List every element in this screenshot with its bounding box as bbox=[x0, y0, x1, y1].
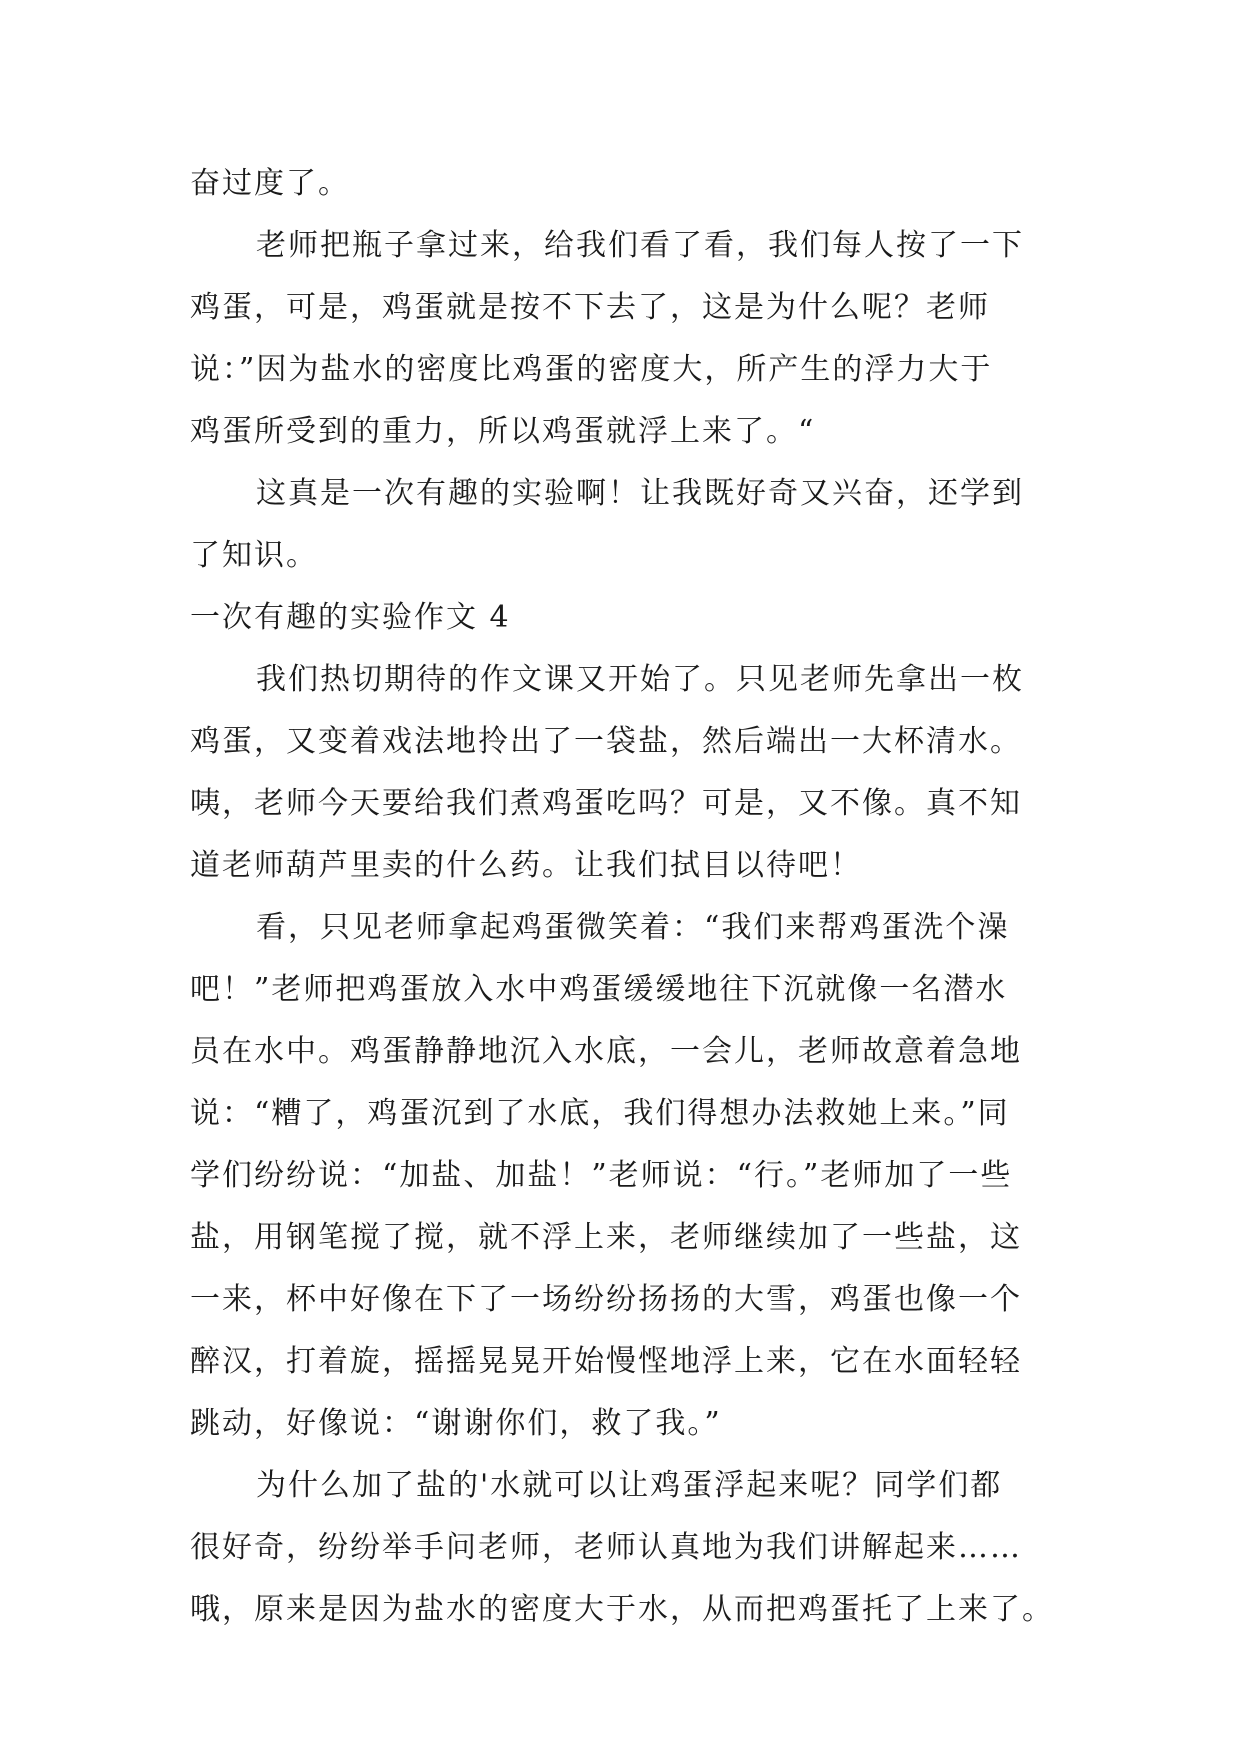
text-line: 盐，用钢笔搅了搅，就不浮上来，老师继续加了一些盐，这 bbox=[190, 1220, 1022, 1255]
text-line: 咦，老师今天要给我们煮鸡蛋吃吗？可是，又不像。真不知 bbox=[190, 786, 1022, 821]
text-line: 很好奇，纷纷举手问老师，老师认真地为我们讲解起来…… bbox=[190, 1530, 1022, 1565]
text-line: 老师把瓶子拿过来，给我们看了看，我们每人按了一下 bbox=[256, 228, 1024, 263]
text-line: 看，只见老师拿起鸡蛋微笑着：“我们来帮鸡蛋洗个澡 bbox=[256, 910, 1010, 945]
text-line: 学们纷纷说：“加盐、加盐！”老师说：“行。”老师加了一些 bbox=[190, 1158, 1013, 1193]
text-line: 吧！”老师把鸡蛋放入水中鸡蛋缓缓地往下沉就像一名潜水 bbox=[190, 972, 1008, 1007]
text-line: 奋过度了。 bbox=[190, 166, 350, 201]
text-line: 鸡蛋，可是，鸡蛋就是按不下去了，这是为什么呢？老师 bbox=[190, 290, 990, 325]
text-line: 说：“糟了，鸡蛋沉到了水底，我们得想办法救她上来。”同 bbox=[190, 1096, 1010, 1131]
text-line: 说：”因为盐水的密度比鸡蛋的密度大，所产生的浮力大于 bbox=[190, 352, 993, 387]
text-line: 鸡蛋，又变着戏法地拎出了一袋盐，然后端出一大杯清水。 bbox=[190, 724, 1022, 759]
text-line: 这真是一次有趣的实验啊！让我既好奇又兴奋，还学到 bbox=[256, 476, 1024, 511]
text-line: 了知识。 bbox=[190, 538, 318, 573]
text-line: 我们热切期待的作文课又开始了。只见老师先拿出一枚 bbox=[256, 662, 1024, 697]
text-line: 为什么加了盐的'水就可以让鸡蛋浮起来呢？同学们都 bbox=[256, 1468, 1003, 1503]
text-line: 哦，原来是因为盐水的密度大于水，从而把鸡蛋托了上来了。 bbox=[190, 1592, 1054, 1627]
text-line: 一来，杯中好像在下了一场纷纷扬扬的大雪，鸡蛋也像一个 bbox=[190, 1282, 1022, 1317]
text-line: 道老师葫芦里卖的什么药。让我们拭目以待吧！ bbox=[190, 848, 862, 883]
text-line: 员在水中。鸡蛋静静地沉入水底，一会儿，老师故意着急地 bbox=[190, 1034, 1022, 1069]
document-body bbox=[190, 153, 1070, 1641]
text-line: 鸡蛋所受到的重力，所以鸡蛋就浮上来了。“ bbox=[190, 414, 816, 449]
text-line: 跳动，好像说：“谢谢你们，救了我。” bbox=[190, 1406, 722, 1441]
text-line: 醉汉，打着旋，摇摇晃晃开始慢悭地浮上来，它在水面轻轻 bbox=[190, 1344, 1022, 1379]
section-heading: 一次有趣的实验作文 4 bbox=[190, 600, 511, 635]
